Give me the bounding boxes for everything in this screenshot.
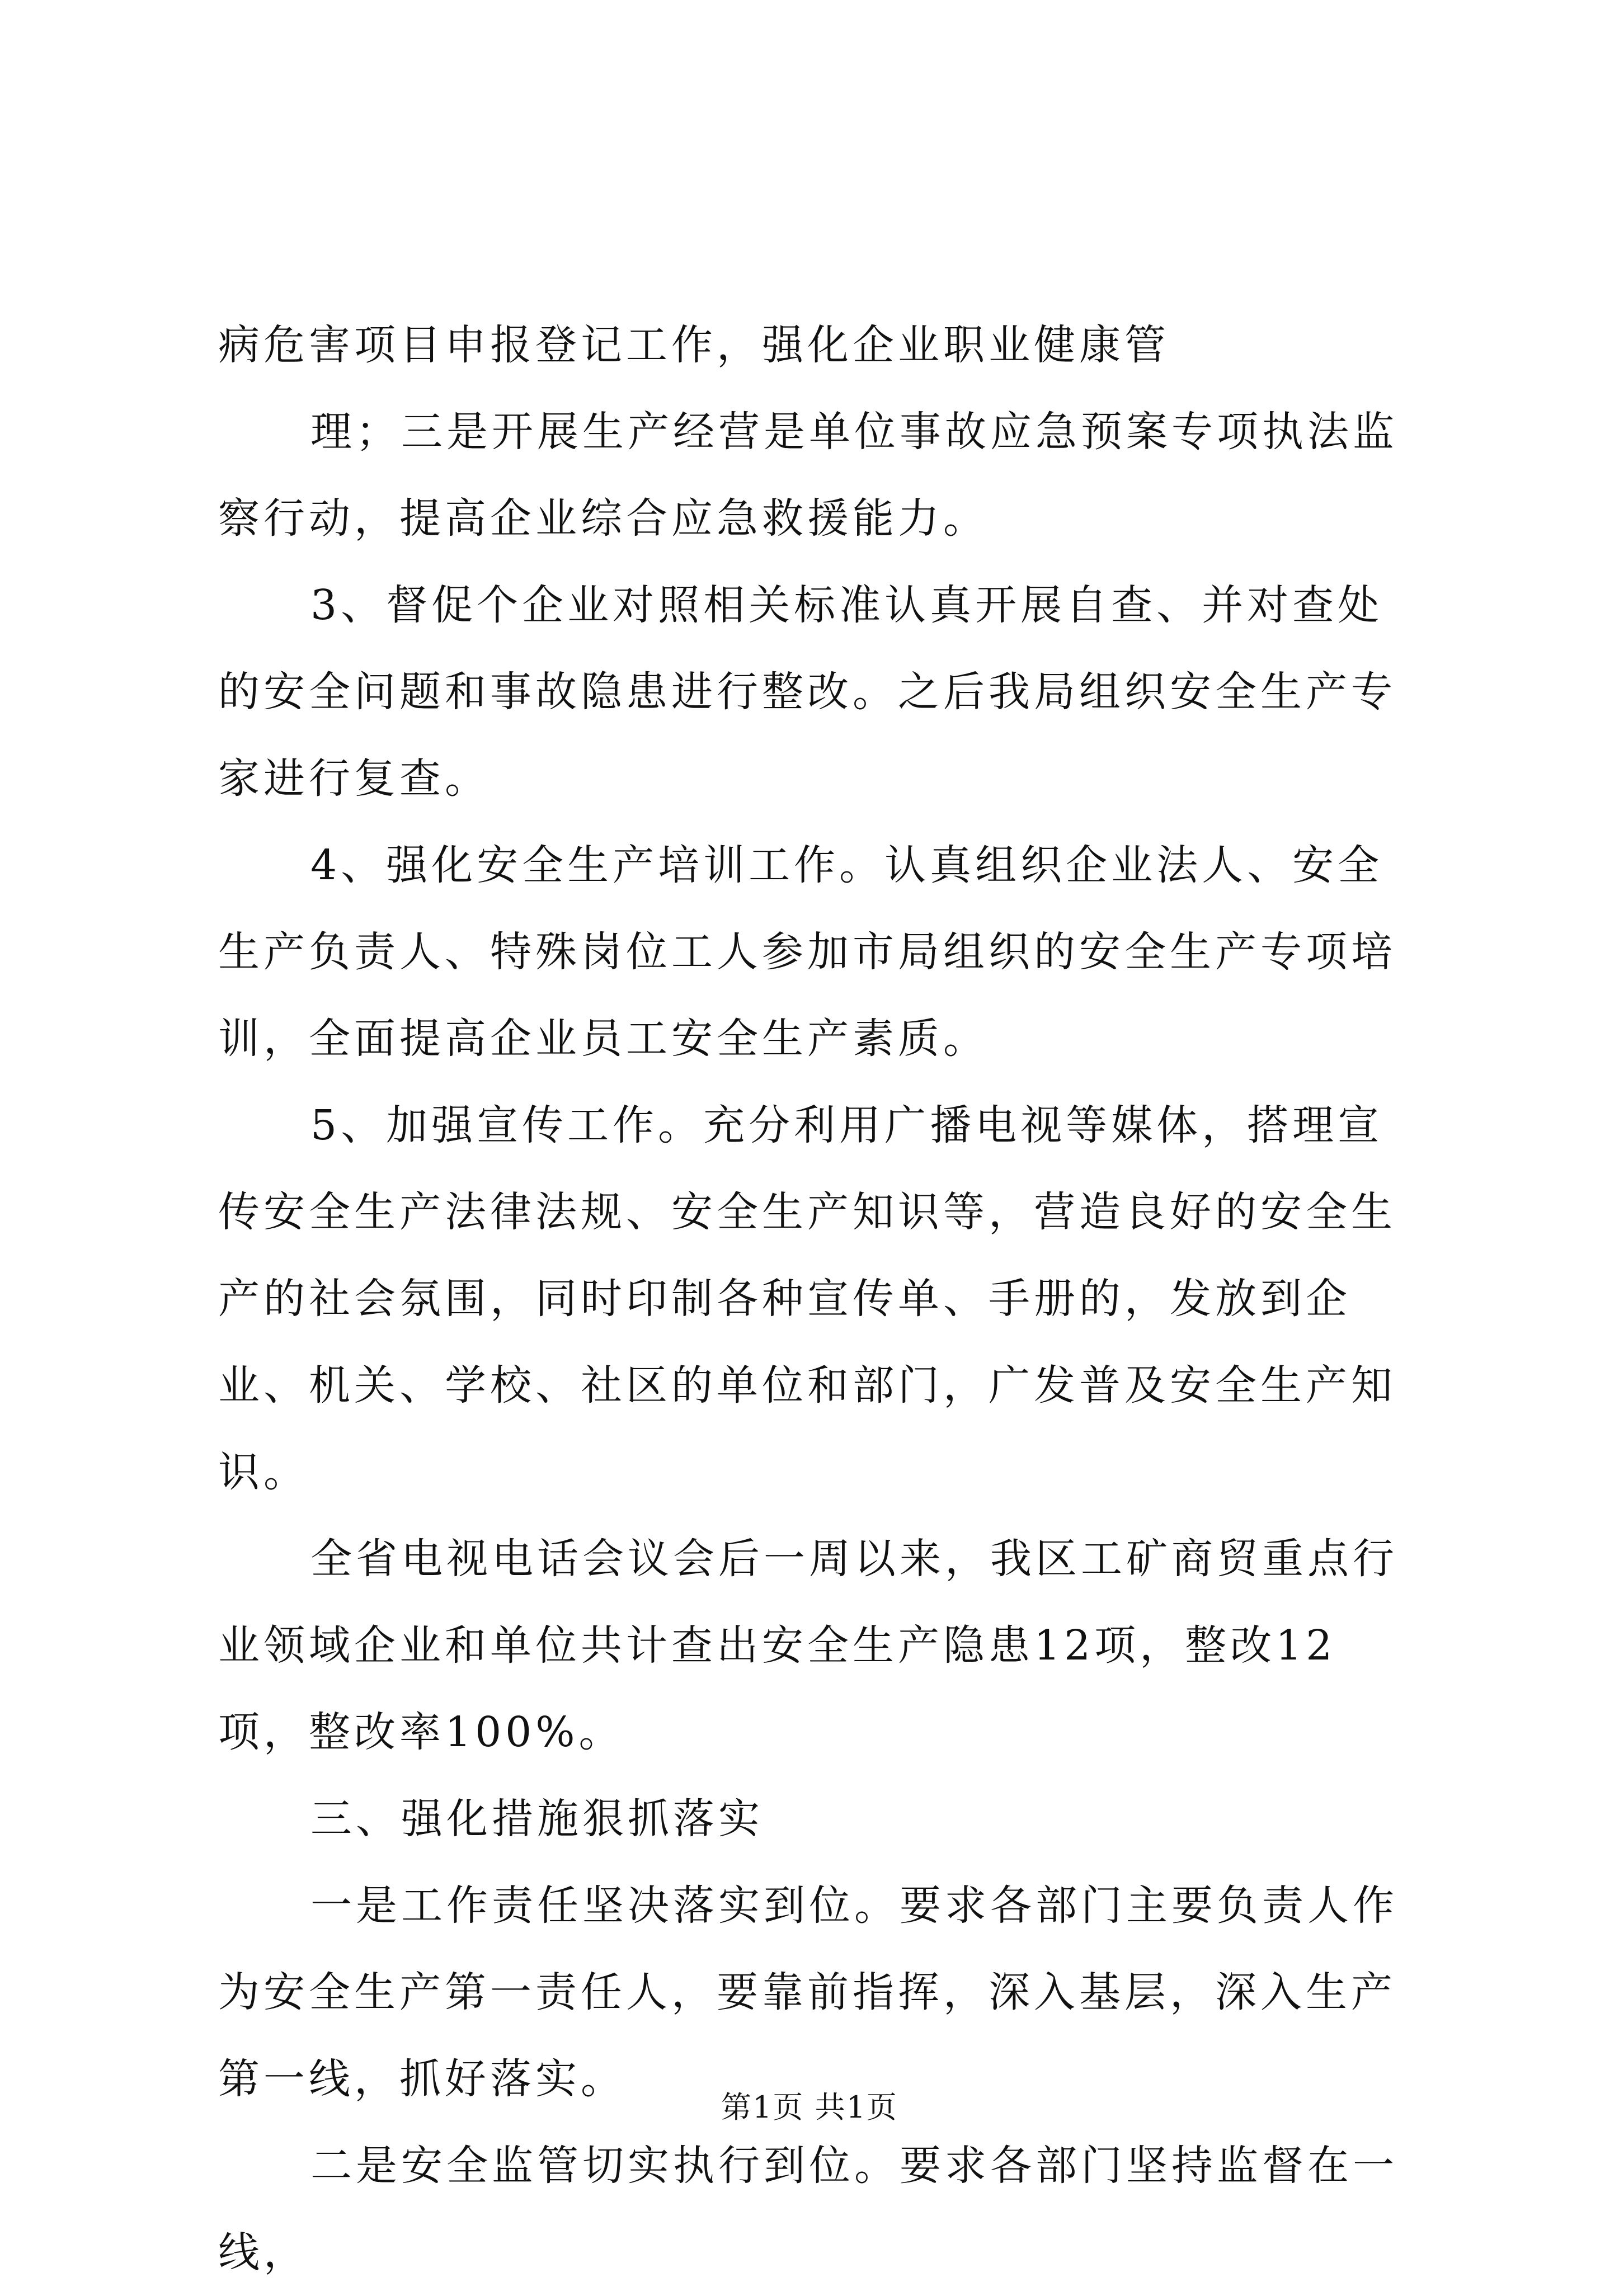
paragraph-5: 5、加强宣传工作。充分利用广播电视等媒体，搭理宣传安全生产法律法规、安全生产知识等，营造良好的安全生产的社会氛围，同时印制各种宣传单、手册的，发放到企业、机关、学校、社区的单位和部门，广发普及安全生产知识。: [218, 1101, 1396, 1496]
paragraph-1: 病危害项目申报登记工作，强化企业职业健康管: [218, 321, 1170, 369]
paragraph-4: 4、强化安全生产培训工作。认真组织企业法人、安全生产负责人、特殊岗位工人参加市局组织的安全生产专项培训，全面提高企业员工安全生产素质。: [218, 841, 1396, 1063]
paragraph-8: 一是工作责任坚决落实到位。要求各部门主要负责人作为安全生产第一责任人，要靠前指挥，深入基层，深入生产第一线，抓好落实。: [218, 1882, 1398, 2103]
paragraph-6: 全省电视电话会议会后一周以来，我区工矿商贸重点行业领域企业和单位共计查出安全生产隐患12项，整改12项，整改率100%。: [218, 1535, 1398, 1756]
section-heading: 三、强化措施狠抓落实: [310, 1795, 764, 1843]
document-body: [218, 302, 1410, 2296]
paragraph-2: 理；三是开展生产经营是单位事故应急预案专项执法监察行动，提高企业综合应急救援能力。: [218, 408, 1398, 543]
paragraph-3: 3、督促个企业对照相关标准认真开展自查、并对查处的安全问题和事故隐患进行整改。之后我局组织安全生产专家进行复查。: [218, 581, 1396, 803]
page-footer: 第1页 共1页: [721, 2090, 898, 2125]
paragraph-9: 二是安全监管切实执行到位。要求各部门坚持监督在一线，: [218, 2142, 1398, 2276]
